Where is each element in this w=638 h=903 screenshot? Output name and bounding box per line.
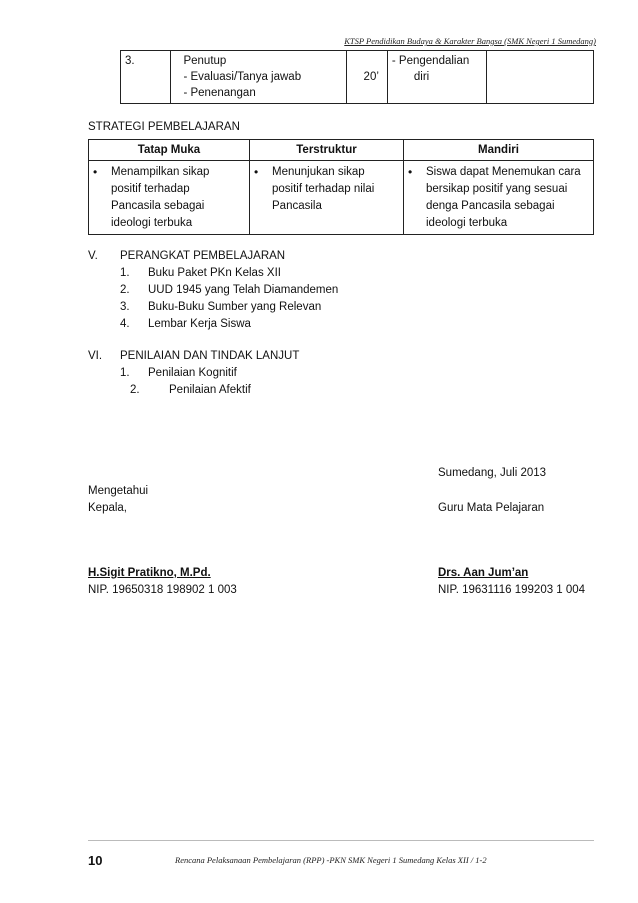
cell-line: Siswa dapat Menemukan cara xyxy=(426,166,581,178)
activity-item: - Penenangan xyxy=(183,87,256,99)
strategy-cell xyxy=(89,161,250,235)
list-item: UUD 1945 yang Telah Diamandemen xyxy=(148,284,339,296)
strategy-cell xyxy=(250,161,404,235)
strategy-cell xyxy=(404,161,594,235)
strategy-table xyxy=(88,139,594,235)
row-number: 3. xyxy=(121,51,171,104)
page-header: KTSP Pendidikan Budaya & Karakter Bangsa (SMK Negeri 1 Sumedang) xyxy=(344,36,596,46)
character-cell xyxy=(387,51,486,104)
character-line: diri xyxy=(413,71,430,83)
section-number: VI. xyxy=(88,350,103,362)
column-header: Tatap Muka xyxy=(89,140,250,161)
empty-cell xyxy=(486,51,593,104)
list-item: Penilaian Afektif xyxy=(169,384,251,396)
list-number: 3. xyxy=(120,301,130,313)
page-number: 10 xyxy=(88,853,103,868)
column-header: Mandiri xyxy=(404,140,594,161)
bullet-icon: • xyxy=(254,165,259,179)
place-date: Sumedang, Juli 2013 xyxy=(438,467,547,479)
strategy-title: STRATEGI PEMBELAJARAN xyxy=(88,121,240,133)
column-header: Terstruktur xyxy=(250,140,404,161)
list-item: Penilaian Kognitif xyxy=(148,367,237,379)
time-cell: 20’ xyxy=(347,51,388,104)
activity-cell xyxy=(171,51,347,104)
principal-role: Kepala, xyxy=(88,502,128,514)
activity-title: Penutup xyxy=(183,55,227,67)
list-item: Lembar Kerja Siswa xyxy=(148,318,251,330)
cell-line: Menampilkan sikap xyxy=(111,166,210,178)
teacher-nip: NIP. 19631116 199203 1 004 xyxy=(438,584,586,596)
teacher-name: Drs. Aan Jum’an xyxy=(438,567,529,579)
cell-line: denga Pancasila sebagai xyxy=(426,200,555,212)
list-number: 2. xyxy=(120,284,130,296)
list-number: 1. xyxy=(120,267,130,279)
cell-line: positif terhadap xyxy=(111,183,190,195)
cell-line: Pancasila sebagai xyxy=(111,200,205,212)
teacher-role: Guru Mata Pelajaran xyxy=(438,502,545,514)
list-number: 2. xyxy=(130,384,140,396)
principal-name: H.Sigit Pratikno, M.Pd. xyxy=(88,567,211,579)
section-number: V. xyxy=(88,250,98,262)
footer-divider xyxy=(88,840,594,841)
list-item: Buku-Buku Sumber yang Relevan xyxy=(148,301,322,313)
cell-line: Pancasila xyxy=(272,200,322,212)
cell-line: ideologi terbuka xyxy=(111,217,193,229)
bullet-icon: • xyxy=(93,165,98,179)
character-line: - Pengendalian xyxy=(391,55,470,67)
bullet-icon: • xyxy=(408,165,413,179)
cell-line: bersikap positif yang sesuai xyxy=(426,183,568,195)
section-title: PENILAIAN DAN TINDAK LANJUT xyxy=(120,350,300,362)
list-number: 1. xyxy=(120,367,130,379)
list-item: Buku Paket PKn Kelas XII xyxy=(148,267,281,279)
activity-table xyxy=(120,50,594,104)
cell-line: Menunjukan sikap xyxy=(272,166,365,178)
footer-text: Rencana Pelaksanaan Pembelajaran (RPP) -PKN SMK Negeri 1 Sumedang Kelas XII / 1-2 xyxy=(175,855,487,865)
acknowledged-label: Mengetahui xyxy=(88,485,149,497)
section-title: PERANGKAT PEMBELAJARAN xyxy=(120,250,286,262)
list-number: 4. xyxy=(120,318,130,330)
activity-item: - Evaluasi/Tanya jawab xyxy=(183,71,302,83)
cell-line: positif terhadap nilai xyxy=(272,183,375,195)
cell-line: ideologi terbuka xyxy=(426,217,508,229)
principal-nip: NIP. 19650318 198902 1 003 xyxy=(88,584,237,596)
